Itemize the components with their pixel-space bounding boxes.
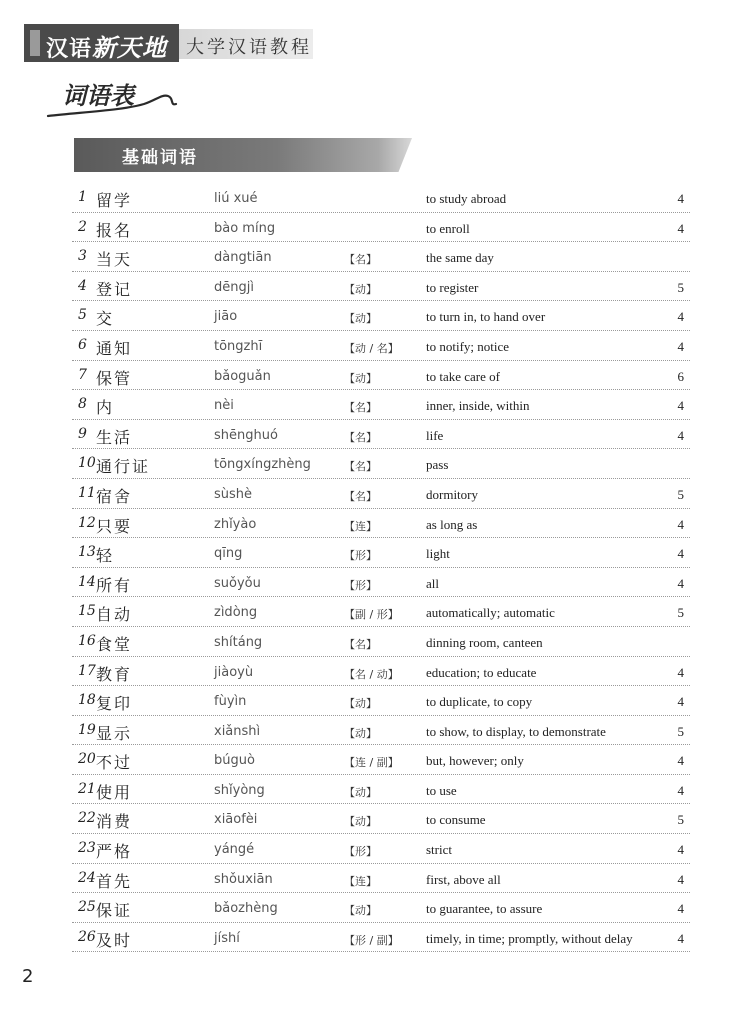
vocab-level: 4 — [677, 427, 684, 443]
page-header — [0, 12, 750, 62]
vocab-level: 5 — [677, 723, 684, 739]
vocab-word: 及时 — [96, 930, 133, 950]
vocab-gloss: to duplicate, to copy — [426, 694, 533, 710]
vocab-row — [72, 568, 690, 598]
vocab-gloss: inner, inside, within — [426, 398, 530, 414]
vocab-row — [72, 834, 690, 864]
vocab-num: 2 — [78, 218, 87, 235]
vocab-gloss: all — [426, 575, 439, 591]
band-label: 基础词语 — [122, 148, 198, 168]
series-name — [46, 28, 167, 63]
vocab-level: 4 — [677, 930, 684, 946]
vocab-row — [72, 331, 690, 361]
vocab-num: 22 — [78, 810, 96, 827]
vocab-row — [72, 893, 690, 923]
vocab-gloss: to use — [426, 782, 457, 798]
vocab-pos: 【动】 — [344, 815, 377, 829]
vocab-gloss: dormitory — [426, 486, 478, 502]
series-name-a: 汉语 — [46, 37, 93, 62]
vocab-row — [72, 775, 690, 805]
vocab-word: 通行证 — [96, 457, 151, 477]
vocab-pinyin: jiāo — [214, 309, 238, 325]
vocab-pos: 【动】 — [344, 282, 377, 296]
vocab-row — [72, 213, 690, 243]
vocab-gloss: to enroll — [426, 220, 470, 236]
vocab-pos: 【连】 — [344, 874, 377, 888]
vocab-gloss: to notify; notice — [426, 338, 510, 354]
vocab-word: 通知 — [96, 338, 133, 358]
vocab-gloss: to show, to display, to demonstrate — [426, 723, 606, 739]
vocab-pinyin: liú xué — [214, 191, 258, 206]
vocab-num: 19 — [78, 721, 96, 738]
vocab-pinyin: xiǎnshì — [214, 723, 261, 739]
vocab-word: 当天 — [96, 250, 133, 270]
vocab-pos: 【形】 — [344, 845, 377, 859]
vocab-pos: 【动】 — [344, 312, 377, 326]
vocab-num: 7 — [78, 366, 87, 383]
vocab-pinyin: jiàoyù — [214, 664, 254, 680]
vocab-pos: 【动】 — [344, 904, 377, 918]
vocab-word: 内 — [96, 398, 115, 418]
vocab-level: 4 — [677, 398, 684, 414]
vocab-pos: 【副 / 形】 — [344, 608, 399, 622]
vocab-row — [72, 301, 690, 331]
vocab-row — [72, 390, 690, 420]
vocab-level: 4 — [677, 575, 684, 591]
vocab-gloss: to consume — [426, 812, 486, 828]
vocab-row — [72, 804, 690, 834]
vocab-num: 8 — [78, 396, 87, 413]
vocab-row — [72, 923, 690, 953]
vocab-pos: 【动】 — [344, 785, 377, 799]
vocab-num: 20 — [78, 751, 96, 768]
vocab-word: 交 — [96, 309, 115, 329]
vocab-row — [72, 864, 690, 894]
vocab-gloss: pass — [426, 457, 449, 473]
vocab-row — [72, 627, 690, 657]
vocab-pos: 【形】 — [344, 578, 377, 592]
vocab-pinyin: yángé — [214, 842, 255, 858]
vocab-gloss: life — [426, 427, 444, 443]
vocab-level: 4 — [677, 516, 684, 532]
vocab-level: 4 — [677, 220, 684, 236]
vocab-pinyin: sùshè — [214, 486, 253, 502]
vocab-word: 食堂 — [96, 634, 133, 654]
header-notch-mark — [30, 30, 40, 56]
vocab-num: 26 — [78, 928, 96, 945]
vocab-row — [72, 272, 690, 302]
vocab-pinyin: zhǐyào — [214, 516, 257, 532]
vocab-gloss: but, however; only — [426, 753, 524, 769]
vocab-pos: 【动 / 名】 — [344, 341, 399, 355]
vocab-level: 4 — [677, 871, 684, 887]
vocab-pinyin: jíshí — [214, 930, 240, 946]
vocab-pinyin: shēnghuó — [214, 427, 278, 443]
series-name-b: 新天地 — [92, 34, 168, 62]
book-name: 大学汉语教程 — [186, 37, 312, 58]
vocab-word: 复印 — [96, 694, 133, 714]
vocab-pinyin: bǎozhèng — [214, 901, 278, 917]
vocab-row — [72, 538, 690, 568]
vocab-level: 4 — [677, 782, 684, 798]
section-title: 词语表 — [62, 82, 134, 110]
vocab-num: 3 — [78, 248, 87, 265]
vocab-pos: 【连】 — [344, 519, 377, 533]
vocab-num: 1 — [78, 189, 87, 205]
vocab-gloss: to study abroad — [426, 191, 507, 206]
vocab-pinyin: zìdòng — [214, 605, 258, 621]
vocab-pinyin: fùyìn — [214, 694, 247, 710]
vocab-num: 18 — [78, 692, 96, 709]
vocab-gloss: as long as — [426, 516, 478, 532]
vocab-pinyin: dēngjì — [214, 279, 254, 295]
vocab-row — [72, 361, 690, 391]
vocab-word: 只要 — [96, 516, 133, 536]
vocab-num: 13 — [78, 544, 96, 561]
vocab-row — [72, 597, 690, 627]
vocab-level: 4 — [677, 842, 684, 858]
vocab-word: 生活 — [96, 427, 133, 447]
vocab-pos: 【名】 — [344, 401, 377, 415]
vocab-pos: 【名】 — [344, 637, 377, 651]
vocab-pos: 【动】 — [344, 697, 377, 711]
vocab-gloss: to register — [426, 279, 479, 295]
vocab-pos: 【形】 — [344, 549, 377, 563]
vocab-gloss: education; to educate — [426, 664, 537, 680]
vocab-num: 6 — [78, 336, 87, 353]
vocab-level: 4 — [677, 309, 684, 325]
vocab-pinyin: bào míng — [214, 220, 276, 236]
vocab-num: 4 — [78, 277, 87, 294]
vocab-row — [72, 657, 690, 687]
vocab-row — [72, 242, 690, 272]
vocab-word: 自动 — [96, 605, 133, 625]
vocab-word: 报名 — [96, 220, 133, 240]
vocab-gloss: strict — [426, 842, 452, 858]
vocab-word: 登记 — [96, 279, 133, 299]
vocab-level: 4 — [677, 753, 684, 769]
vocab-gloss: automatically; automatic — [426, 605, 555, 621]
vocab-gloss: to guarantee, to assure — [426, 901, 543, 917]
vocab-word: 不过 — [96, 753, 133, 773]
vocab-word: 保管 — [96, 368, 133, 388]
vocab-pos: 【名】 — [344, 489, 377, 503]
page-number: 2 — [22, 966, 34, 987]
vocab-num: 10 — [78, 455, 96, 472]
vocab-level: 4 — [677, 664, 684, 680]
vocab-word: 使用 — [96, 782, 133, 802]
vocab-num: 24 — [78, 869, 96, 886]
vocab-num: 14 — [78, 573, 96, 590]
vocab-num: 11 — [78, 484, 96, 501]
vocab-level: 4 — [677, 338, 684, 354]
vocab-row — [72, 449, 690, 479]
vocab-num: 17 — [78, 662, 96, 679]
vocab-pos: 【名 / 动】 — [344, 667, 399, 681]
vocab-row — [72, 716, 690, 746]
vocab-level: 5 — [677, 486, 684, 502]
vocab-pinyin: suǒyǒu — [214, 575, 261, 591]
vocab-gloss: to take care of — [426, 368, 500, 384]
vocab-row — [72, 509, 690, 539]
vocab-num: 23 — [78, 840, 96, 857]
vocab-row — [72, 745, 690, 775]
vocab-word: 首先 — [96, 871, 133, 891]
vocab-num: 12 — [78, 514, 96, 531]
vocab-word: 所有 — [96, 575, 133, 595]
vocab-level: 6 — [677, 368, 684, 384]
vocab-level: 4 — [677, 191, 684, 206]
vocab-row — [72, 479, 690, 509]
vocab-pinyin: búguò — [214, 753, 255, 769]
vocab-pinyin: tōngzhī — [214, 338, 263, 354]
vocab-gloss: the same day — [426, 250, 494, 266]
vocab-row — [72, 183, 690, 213]
vocab-pos: 【名】 — [344, 253, 377, 267]
vocab-pos: 【形 / 副】 — [344, 933, 399, 947]
vocab-level: 4 — [677, 546, 684, 562]
vocab-pinyin: qīng — [214, 546, 243, 562]
vocab-pinyin: xiāofèi — [214, 812, 258, 828]
vocab-pinyin: tōngxíngzhèng — [214, 457, 311, 473]
vocab-word: 保证 — [96, 901, 133, 921]
vocab-level: 4 — [677, 901, 684, 917]
vocab-pinyin: nèi — [214, 398, 234, 414]
vocab-num: 21 — [78, 780, 96, 797]
vocab-pos: 【动】 — [344, 726, 377, 740]
vocab-pos: 【名】 — [344, 430, 377, 444]
vocab-gloss: timely, in time; promptly, without delay — [426, 930, 633, 946]
vocab-pos: 【名】 — [344, 460, 377, 474]
vocab-gloss: light — [426, 546, 450, 562]
vocab-num: 15 — [78, 603, 96, 620]
vocab-level: 4 — [677, 694, 684, 710]
vocab-word: 显示 — [96, 723, 133, 743]
vocab-word: 教育 — [96, 664, 133, 684]
vocab-pinyin: shítáng — [214, 634, 263, 650]
vocab-pinyin: shǒuxiān — [214, 871, 273, 887]
vocab-gloss: to turn in, to hand over — [426, 309, 546, 325]
vocab-pos: 【连 / 副】 — [344, 756, 399, 770]
vocab-word: 轻 — [96, 546, 115, 566]
vocabulary-table — [72, 183, 690, 952]
vocab-num: 5 — [78, 307, 87, 324]
vocab-level: 5 — [677, 812, 684, 828]
vocab-pinyin: bǎoguǎn — [214, 368, 271, 384]
vocab-row — [72, 420, 690, 450]
vocab-pinyin: dàngtiān — [214, 250, 272, 266]
vocab-pos: 【动】 — [344, 371, 377, 385]
vocab-num: 9 — [78, 425, 87, 442]
vocab-level: 5 — [677, 605, 684, 621]
vocab-num: 25 — [78, 899, 96, 916]
vocab-word: 消费 — [96, 812, 133, 832]
vocab-num: 16 — [78, 632, 96, 649]
vocab-word: 严格 — [96, 842, 133, 862]
vocab-word: 留学 — [96, 191, 133, 210]
vocab-gloss: first, above all — [426, 871, 501, 887]
vocab-pinyin: shǐyòng — [214, 782, 265, 798]
vocab-word: 宿舍 — [96, 486, 133, 506]
vocab-level: 5 — [677, 279, 684, 295]
vocab-row — [72, 686, 690, 716]
vocab-gloss: dinning room, canteen — [426, 634, 543, 650]
